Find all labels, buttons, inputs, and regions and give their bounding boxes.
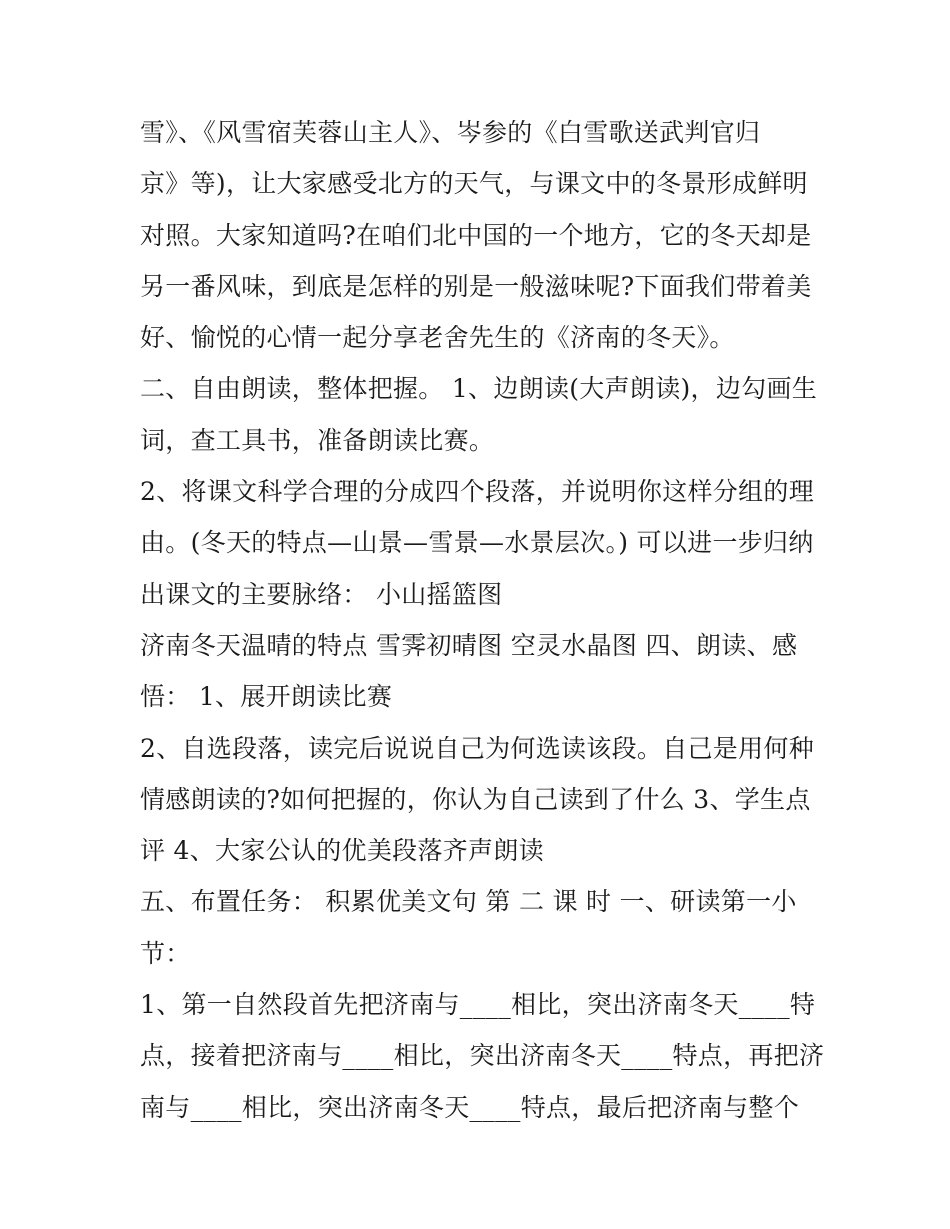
text-line: 悟： 1、展开朗读比赛	[140, 682, 393, 712]
text-line: 五、布置任务： 积累优美文句 第 二 课 时 一、研读第一小	[140, 887, 797, 917]
text-line: 好、愉悦的心情一起分享老舍先生的《济南的冬天》。	[140, 323, 735, 353]
text-line: 南与____相比，突出济南冬天____特点，最后把济南与整个	[140, 1092, 800, 1122]
text-line: 京》等)，让大家感受北方的天气，与课文中的冬景形成鲜明	[140, 169, 808, 199]
text-line: 节：	[140, 938, 191, 968]
text-line: 另一番风味，到底是怎样的别是一般滋味呢?下面我们带着美	[140, 271, 812, 301]
text-line: 点，接着把济南与____相比，突出济南冬天____特点，再把济	[140, 1041, 825, 1071]
text-line: 对照。大家知道吗?在咱们北中国的一个地方，它的冬天却是	[140, 220, 812, 250]
text-line: 出课文的主要脉络： 小山摇篮图	[140, 579, 503, 609]
text-line: 情感朗读的?如何把握的，你认为自己读到了什么 3、学生点	[140, 784, 811, 814]
text-line: 济南冬天温晴的特点 雪霁初晴图 空灵水晶图 四、朗读、感	[140, 630, 798, 660]
text-line: 由。(冬天的特点—山景—雪景—水景层次。) 可以进一步归纳	[140, 528, 814, 558]
text-line: 评 4、大家公认的优美段落齐声朗读	[140, 836, 544, 866]
text-line: 2、将课文科学合理的分成四个段落，并说明你这样分组的理	[140, 477, 815, 507]
text-line: 二、自由朗读，整体把握。 1、边朗读(大声朗读)，边勾画生	[140, 374, 818, 404]
text-line: 词，查工具书，准备朗读比赛。	[140, 425, 495, 455]
text-line: 2、自选段落，读完后说说自己为何选读该段。自己是用何种	[140, 733, 815, 763]
body-text	[140, 107, 825, 1133]
text-line: 1、第一自然段首先把济南与____相比，突出济南冬天____特	[140, 990, 816, 1020]
text-line: 雪》、《风雪宿芙蓉山主人》、岑参的《白雪歌送武判官归	[140, 118, 761, 147]
